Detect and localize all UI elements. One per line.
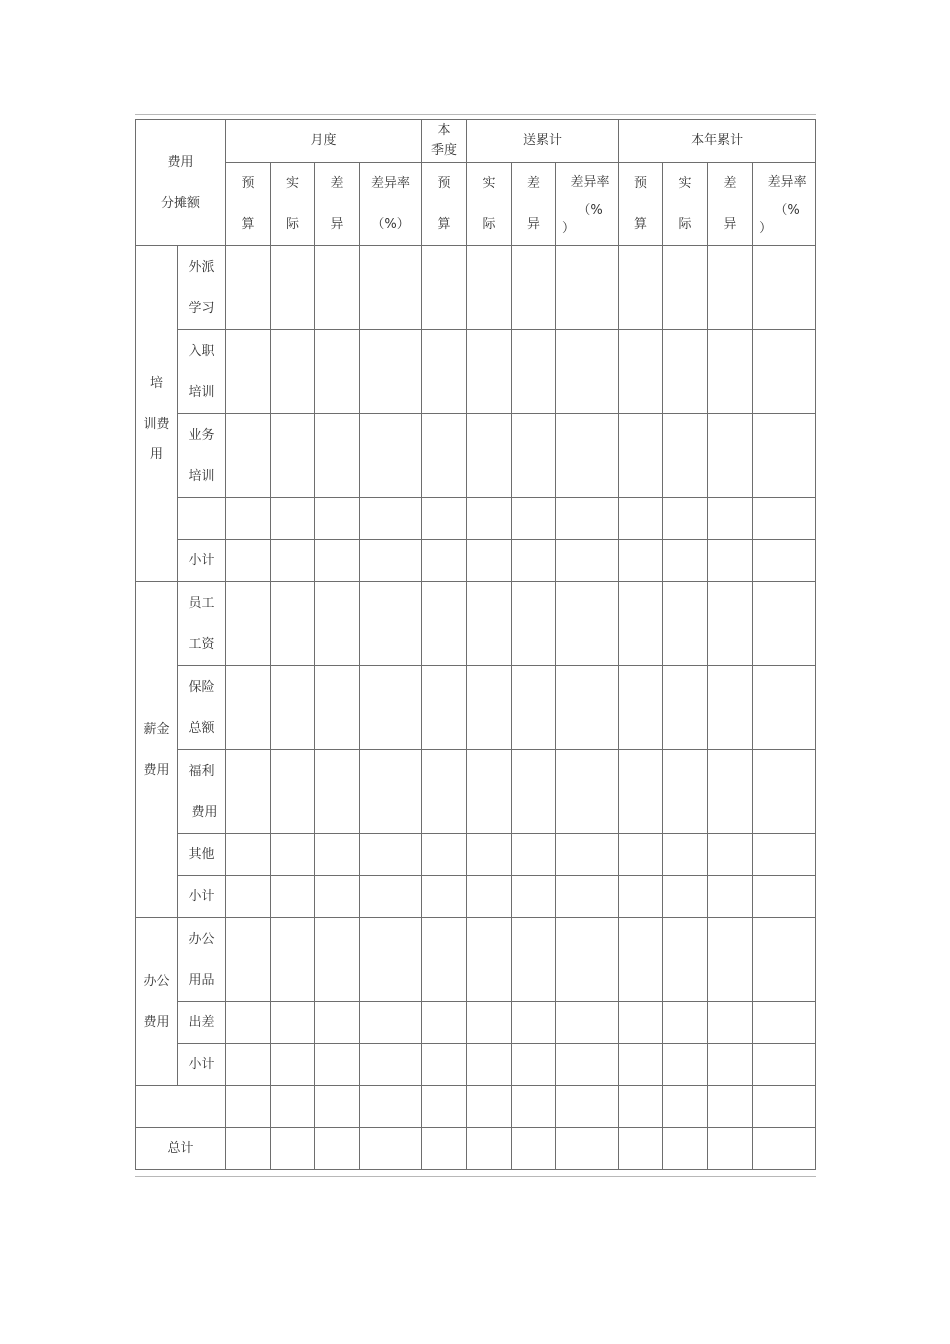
value-cell xyxy=(467,750,512,834)
item-label: 保险 总额 xyxy=(178,666,226,750)
table-row xyxy=(136,1044,816,1086)
table-row xyxy=(136,540,816,582)
value-cell xyxy=(753,1044,816,1086)
sub-actual-monthly: 实 际 xyxy=(271,163,315,246)
sub-budget-monthly: 预 算 xyxy=(226,163,271,246)
value-cell xyxy=(422,582,467,666)
value-cell xyxy=(753,750,816,834)
table-row xyxy=(136,666,816,750)
value-cell xyxy=(226,582,271,666)
value-cell xyxy=(753,1128,816,1170)
value-cell xyxy=(226,498,271,540)
value-cell xyxy=(512,330,556,414)
value-cell xyxy=(422,498,467,540)
value-cell xyxy=(512,540,556,582)
value-cell xyxy=(271,414,315,498)
value-cell xyxy=(271,498,315,540)
value-cell xyxy=(512,1002,556,1044)
value-cell xyxy=(315,876,360,918)
value-cell xyxy=(271,834,315,876)
table-row xyxy=(136,1002,816,1044)
header-quarter-line2: 季度 xyxy=(431,143,458,158)
value-cell xyxy=(556,1002,619,1044)
value-cell xyxy=(619,666,663,750)
value-cell xyxy=(663,246,708,330)
value-cell xyxy=(512,918,556,1002)
value-cell xyxy=(271,582,315,666)
value-cell xyxy=(226,1086,271,1128)
value-cell xyxy=(360,540,422,582)
value-cell xyxy=(271,330,315,414)
value-cell xyxy=(619,330,663,414)
value-cell xyxy=(315,1086,360,1128)
value-cell xyxy=(556,414,619,498)
value-cell xyxy=(619,750,663,834)
item-label: 业务 培训 xyxy=(178,414,226,498)
value-cell xyxy=(422,1002,467,1044)
corner-label-expense: 费用 xyxy=(167,154,194,170)
value-cell xyxy=(619,1128,663,1170)
value-cell xyxy=(663,582,708,666)
value-cell xyxy=(315,1044,360,1086)
value-cell xyxy=(315,834,360,876)
value-cell xyxy=(360,666,422,750)
table-row xyxy=(136,330,816,414)
value-cell xyxy=(360,918,422,1002)
table-row xyxy=(136,876,816,918)
value-cell xyxy=(360,876,422,918)
value-cell xyxy=(512,498,556,540)
sub-budget-year: 预 算 xyxy=(619,163,663,246)
value-cell xyxy=(708,666,753,750)
value-cell xyxy=(422,876,467,918)
header-row-2 xyxy=(136,163,816,246)
value-cell xyxy=(512,1044,556,1086)
value-cell xyxy=(512,414,556,498)
item-label: 外派 学习 xyxy=(178,246,226,330)
value-cell xyxy=(663,834,708,876)
value-cell xyxy=(360,1128,422,1170)
value-cell xyxy=(360,414,422,498)
value-cell xyxy=(619,1044,663,1086)
bottom-rule xyxy=(135,1176,816,1177)
value-cell xyxy=(226,1128,271,1170)
value-cell xyxy=(753,246,816,330)
value-cell xyxy=(556,918,619,1002)
value-cell xyxy=(360,330,422,414)
value-cell xyxy=(663,498,708,540)
value-cell xyxy=(753,498,816,540)
value-cell xyxy=(315,1002,360,1044)
value-cell xyxy=(556,1086,619,1128)
value-cell xyxy=(512,246,556,330)
value-cell xyxy=(422,1128,467,1170)
value-cell xyxy=(512,834,556,876)
value-cell xyxy=(315,582,360,666)
value-cell xyxy=(467,498,512,540)
value-cell xyxy=(619,582,663,666)
value-cell xyxy=(422,540,467,582)
value-cell xyxy=(753,918,816,1002)
value-cell xyxy=(663,1044,708,1086)
value-cell xyxy=(226,750,271,834)
value-cell xyxy=(467,582,512,666)
table-row xyxy=(136,834,816,876)
group-label-salary: 薪金 费用 xyxy=(136,582,178,918)
value-cell xyxy=(556,330,619,414)
top-rule xyxy=(135,114,816,115)
value-cell xyxy=(315,750,360,834)
value-cell xyxy=(708,1002,753,1044)
value-cell xyxy=(271,876,315,918)
item-label: 入职 培训 xyxy=(178,330,226,414)
value-cell xyxy=(556,582,619,666)
value-cell xyxy=(315,498,360,540)
value-cell xyxy=(663,876,708,918)
item-label: 办公 用品 xyxy=(178,918,226,1002)
value-cell xyxy=(271,1086,315,1128)
header-quarter-line1: 本 xyxy=(437,123,451,138)
value-cell xyxy=(708,918,753,1002)
sub-diff-monthly: 差 异 xyxy=(315,163,360,246)
value-cell xyxy=(271,1044,315,1086)
value-cell xyxy=(467,876,512,918)
value-cell xyxy=(422,834,467,876)
value-cell xyxy=(556,750,619,834)
value-cell xyxy=(512,666,556,750)
table-row xyxy=(136,246,816,330)
header-corner-cell xyxy=(136,120,226,246)
value-cell xyxy=(226,834,271,876)
value-cell xyxy=(226,1002,271,1044)
value-cell xyxy=(708,330,753,414)
value-cell xyxy=(663,1128,708,1170)
value-cell xyxy=(753,540,816,582)
table-row xyxy=(136,582,816,666)
value-cell xyxy=(422,414,467,498)
value-cell xyxy=(226,246,271,330)
corner-label-allocation: 分摊额 xyxy=(161,195,201,211)
value-cell xyxy=(271,918,315,1002)
value-cell xyxy=(556,1128,619,1170)
sub-rate-monthly: 差异率 （%） xyxy=(360,163,422,246)
item-label-travel: 出差 xyxy=(178,1002,226,1044)
value-cell xyxy=(226,918,271,1002)
value-cell xyxy=(663,750,708,834)
value-cell xyxy=(422,666,467,750)
value-cell xyxy=(360,750,422,834)
value-cell xyxy=(422,1086,467,1128)
value-cell xyxy=(467,834,512,876)
value-cell xyxy=(708,498,753,540)
value-cell xyxy=(226,1044,271,1086)
value-cell xyxy=(663,414,708,498)
sub-diff-year: 差 异 xyxy=(708,163,753,246)
value-cell xyxy=(753,1002,816,1044)
value-cell xyxy=(467,414,512,498)
value-cell xyxy=(422,330,467,414)
value-cell xyxy=(556,666,619,750)
value-cell xyxy=(619,498,663,540)
value-cell xyxy=(467,1044,512,1086)
value-cell xyxy=(271,750,315,834)
value-cell xyxy=(226,330,271,414)
value-cell xyxy=(360,582,422,666)
value-cell xyxy=(467,540,512,582)
table-row xyxy=(136,750,816,834)
value-cell xyxy=(467,918,512,1002)
value-cell xyxy=(708,582,753,666)
item-label: 员工 工资 xyxy=(178,582,226,666)
value-cell xyxy=(271,666,315,750)
table-row-blank xyxy=(136,1086,816,1128)
budget-table xyxy=(135,119,816,1170)
group-label-training: 培 训费 用 xyxy=(136,246,178,582)
value-cell xyxy=(708,834,753,876)
value-cell xyxy=(512,876,556,918)
value-cell xyxy=(467,1086,512,1128)
value-cell xyxy=(422,1044,467,1086)
value-cell xyxy=(556,246,619,330)
value-cell xyxy=(315,330,360,414)
header-year-cumulative: 本年累计 xyxy=(619,120,816,163)
value-cell xyxy=(136,1086,226,1128)
value-cell xyxy=(360,1044,422,1086)
value-cell xyxy=(556,498,619,540)
value-cell xyxy=(753,330,816,414)
value-cell xyxy=(271,540,315,582)
value-cell xyxy=(271,246,315,330)
value-cell xyxy=(753,582,816,666)
value-cell xyxy=(467,666,512,750)
header-monthly: 月度 xyxy=(226,120,422,163)
value-cell xyxy=(708,246,753,330)
table-row xyxy=(136,414,816,498)
value-cell xyxy=(226,876,271,918)
value-cell xyxy=(663,330,708,414)
value-cell xyxy=(556,1044,619,1086)
total-label: 总计 xyxy=(136,1128,226,1170)
value-cell xyxy=(556,834,619,876)
value-cell xyxy=(422,750,467,834)
value-cell xyxy=(753,834,816,876)
value-cell xyxy=(315,540,360,582)
value-cell xyxy=(708,1044,753,1086)
value-cell xyxy=(315,414,360,498)
value-cell xyxy=(467,1128,512,1170)
table-row xyxy=(136,498,816,540)
value-cell xyxy=(708,414,753,498)
value-cell xyxy=(467,1002,512,1044)
value-cell xyxy=(619,876,663,918)
value-cell xyxy=(556,876,619,918)
value-cell xyxy=(663,666,708,750)
value-cell xyxy=(360,834,422,876)
value-cell xyxy=(663,918,708,1002)
subtotal-label: 小计 xyxy=(178,540,226,582)
value-cell xyxy=(556,540,619,582)
value-cell xyxy=(422,918,467,1002)
value-cell xyxy=(315,666,360,750)
group-label-office: 办公 费用 xyxy=(136,918,178,1086)
value-cell xyxy=(663,1086,708,1128)
subtotal-label: 小计 xyxy=(178,1044,226,1086)
value-cell xyxy=(708,876,753,918)
value-cell xyxy=(708,1086,753,1128)
value-cell xyxy=(271,1128,315,1170)
item-label-empty xyxy=(178,498,226,540)
value-cell xyxy=(467,246,512,330)
value-cell xyxy=(226,414,271,498)
table-row-total xyxy=(136,1128,816,1170)
value-cell xyxy=(360,1086,422,1128)
sub-actual-year: 实 际 xyxy=(663,163,708,246)
value-cell xyxy=(619,246,663,330)
value-cell xyxy=(708,1128,753,1170)
table-row xyxy=(136,918,816,1002)
value-cell xyxy=(271,1002,315,1044)
value-cell xyxy=(512,582,556,666)
value-cell xyxy=(663,1002,708,1044)
value-cell xyxy=(753,414,816,498)
header-quarter-cumulative: 送累计 xyxy=(467,120,619,163)
sub-actual-quarter: 实 际 xyxy=(467,163,512,246)
header-quarter xyxy=(422,120,467,163)
item-label: 福利 费用 xyxy=(178,750,226,834)
subtotal-label: 小计 xyxy=(178,876,226,918)
value-cell xyxy=(467,330,512,414)
value-cell xyxy=(619,918,663,1002)
sub-rate-year: 差异率 （% ） xyxy=(753,163,816,246)
value-cell xyxy=(663,540,708,582)
sub-budget-quarter: 预 算 xyxy=(422,163,467,246)
value-cell xyxy=(512,1086,556,1128)
value-cell xyxy=(315,1128,360,1170)
value-cell xyxy=(315,246,360,330)
value-cell xyxy=(315,918,360,1002)
value-cell xyxy=(619,414,663,498)
sub-rate-quarter: 差异率 （% ） xyxy=(556,163,619,246)
value-cell xyxy=(360,1002,422,1044)
value-cell xyxy=(226,666,271,750)
value-cell xyxy=(512,1128,556,1170)
value-cell xyxy=(226,540,271,582)
value-cell xyxy=(422,246,467,330)
value-cell xyxy=(512,750,556,834)
value-cell xyxy=(360,498,422,540)
value-cell xyxy=(753,1086,816,1128)
value-cell xyxy=(753,666,816,750)
value-cell xyxy=(708,750,753,834)
value-cell xyxy=(619,1086,663,1128)
value-cell xyxy=(360,246,422,330)
value-cell xyxy=(619,540,663,582)
item-label-other: 其他 xyxy=(178,834,226,876)
value-cell xyxy=(708,540,753,582)
sub-diff-quarter: 差 异 xyxy=(512,163,556,246)
value-cell xyxy=(619,1002,663,1044)
value-cell xyxy=(619,834,663,876)
header-row-1 xyxy=(136,120,816,163)
value-cell xyxy=(753,876,816,918)
